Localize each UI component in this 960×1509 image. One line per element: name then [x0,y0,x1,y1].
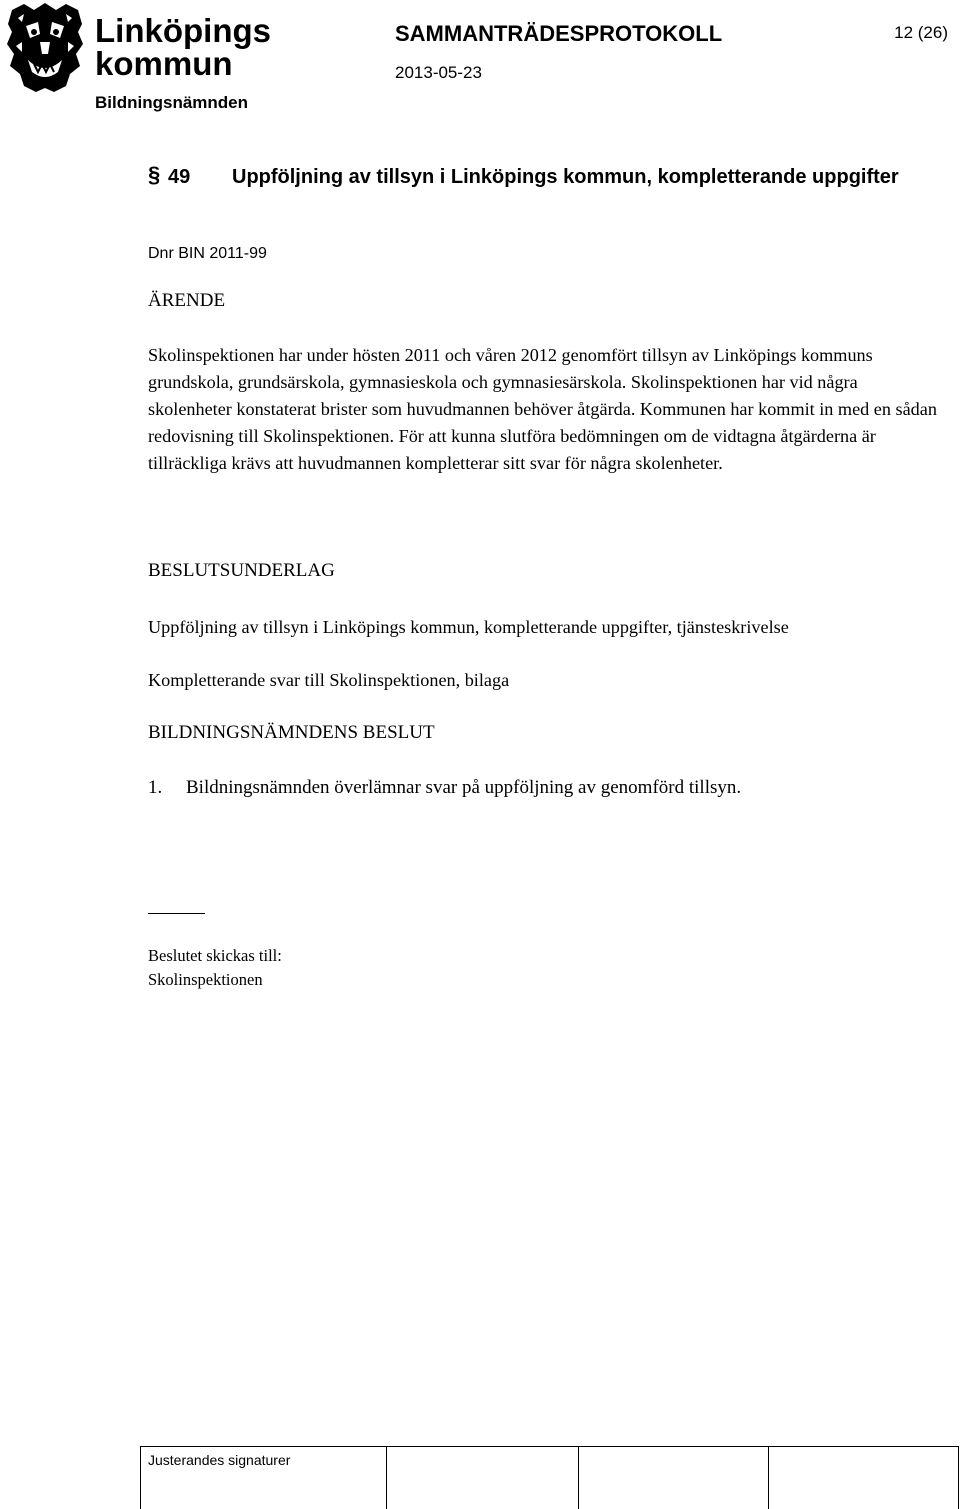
document-type: SAMMANTRÄDESPROTOKOLL [395,21,723,46]
section-number: 49 [168,166,191,188]
case-number: Dnr BIN 2011-99 [148,245,267,262]
decision-item [148,775,741,801]
signature-caption: Justerandes signaturer [148,1452,291,1468]
arende-text: Skolinspektionen har under hösten 2011 och våren 2012 genomfört tillsyn av Linköpings kommuns grundskola, grundsärskola, gymnasieskola och gymnasiesärskola. Skolinspektionen har vid några skolenheter konstaterat brister som huvudmannen behöver åtgärda. Kommunen har kommit in med en sådan redovisning till Skolinspektionen. För att kunna slutföra bedömningen om de vidtagna åtgärderna är tillräckliga krävs att huvudmannen kompletterar sitt svar för några skolenheter. [148,345,937,473]
signature-caption-cell [141,1447,387,1509]
beslutsunderlag-heading: BESLUTSUNDERLAG [148,560,335,581]
signature-cell [579,1447,769,1509]
paragraph-sign: § [148,162,161,187]
signature-cell [387,1447,579,1509]
beslut-heading: BILDNINGSNÄMNDENS BESLUT [148,722,435,743]
municipality-lion-logo [4,2,86,94]
recipients-block [148,944,282,992]
decision-number: 1. [148,777,163,798]
recipient-name: Skolinspektionen [148,970,263,989]
page-number: 12 (26) [894,23,948,42]
section-title: Uppföljning av tillsyn i Linköpings kommun, kompletterande uppgifter [232,166,899,188]
signature-cell [769,1447,959,1509]
beslutsunderlag-item-1: Uppföljning av tillsyn i Linköpings kommun, kompletterande uppgifter, tjänsteskrivelse [148,617,789,637]
brand-name-line2: kommun [95,45,233,82]
beslutsunderlag-item-2: Kompletterande svar till Skolinspektionen, bilaga [148,670,510,690]
document-date: 2013-05-23 [395,63,482,82]
brand-name-line1: Linköpings [95,12,271,49]
committee-name: Bildningsnämnden [95,93,248,112]
arende-heading: ÄRENDE [148,290,226,311]
decision-text: Bildningsnämnden överlämnar svar på uppföljning av genomförd tillsyn. [186,777,742,798]
recipients-label: Beslutet skickas till: [148,946,282,965]
separator-line [148,913,205,914]
signature-table [140,1446,959,1509]
